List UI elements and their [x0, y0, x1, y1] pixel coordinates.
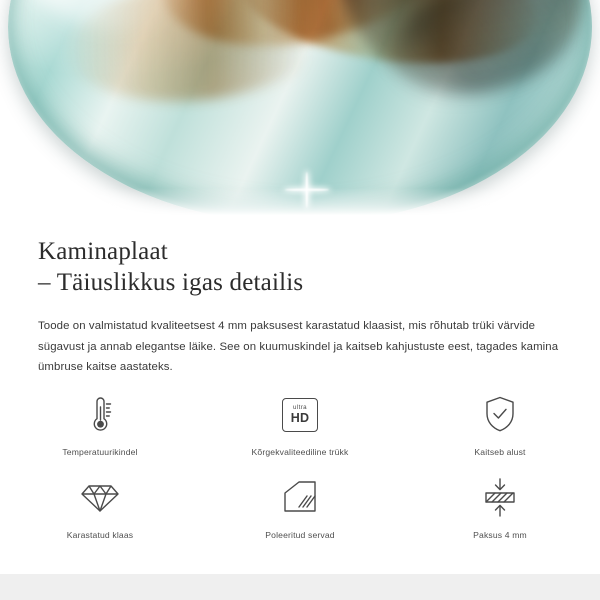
feature-label: Kaitseb alust — [474, 447, 526, 457]
ultra-hd-bottom-text: HD — [290, 411, 310, 426]
feature-item — [0, 392, 200, 457]
shield-check-icon — [482, 392, 518, 438]
ultra-hd-icon — [282, 392, 318, 438]
page-title — [0, 222, 600, 298]
feature-item — [200, 392, 400, 457]
image-fade-overlay — [0, 188, 600, 222]
headline-line-1: Kaminaplaat — [38, 238, 168, 265]
feature-label: Poleeritud servad — [265, 530, 335, 540]
polished-edges-icon — [281, 475, 319, 521]
feature-item — [0, 475, 200, 540]
feature-item — [400, 392, 600, 457]
footer-strip — [0, 574, 600, 600]
feature-item — [200, 475, 400, 540]
product-hero-image — [0, 0, 600, 222]
text-content — [0, 222, 600, 378]
feature-label: Paksus 4 mm — [473, 530, 527, 540]
thermometer-icon — [83, 392, 117, 438]
headline-line-2: – Täiuslikkus igas detailis — [38, 269, 304, 296]
feature-item — [400, 475, 600, 540]
feature-label: Kõrgekvaliteediline trükk — [251, 447, 349, 457]
product-description: Toode on valmistatud kvaliteetsest 4 mm paksusest karastatud klaasist, mis rõhutab trüki värvide sügavust ja annab elegantse läike. See on kuumuskindel ja kaitseb kahjustuste eest, tagades kamina ümbruse kaitse aastateks. — [38, 320, 559, 373]
thickness-arrows-icon — [481, 475, 519, 521]
feature-label: Karastatud klaas — [66, 530, 134, 540]
feature-label: Temperatuurikindel — [62, 447, 138, 457]
diamond-icon — [80, 475, 120, 521]
feature-grid — [0, 392, 600, 540]
ultra-hd-top-text: ultra — [292, 404, 308, 412]
